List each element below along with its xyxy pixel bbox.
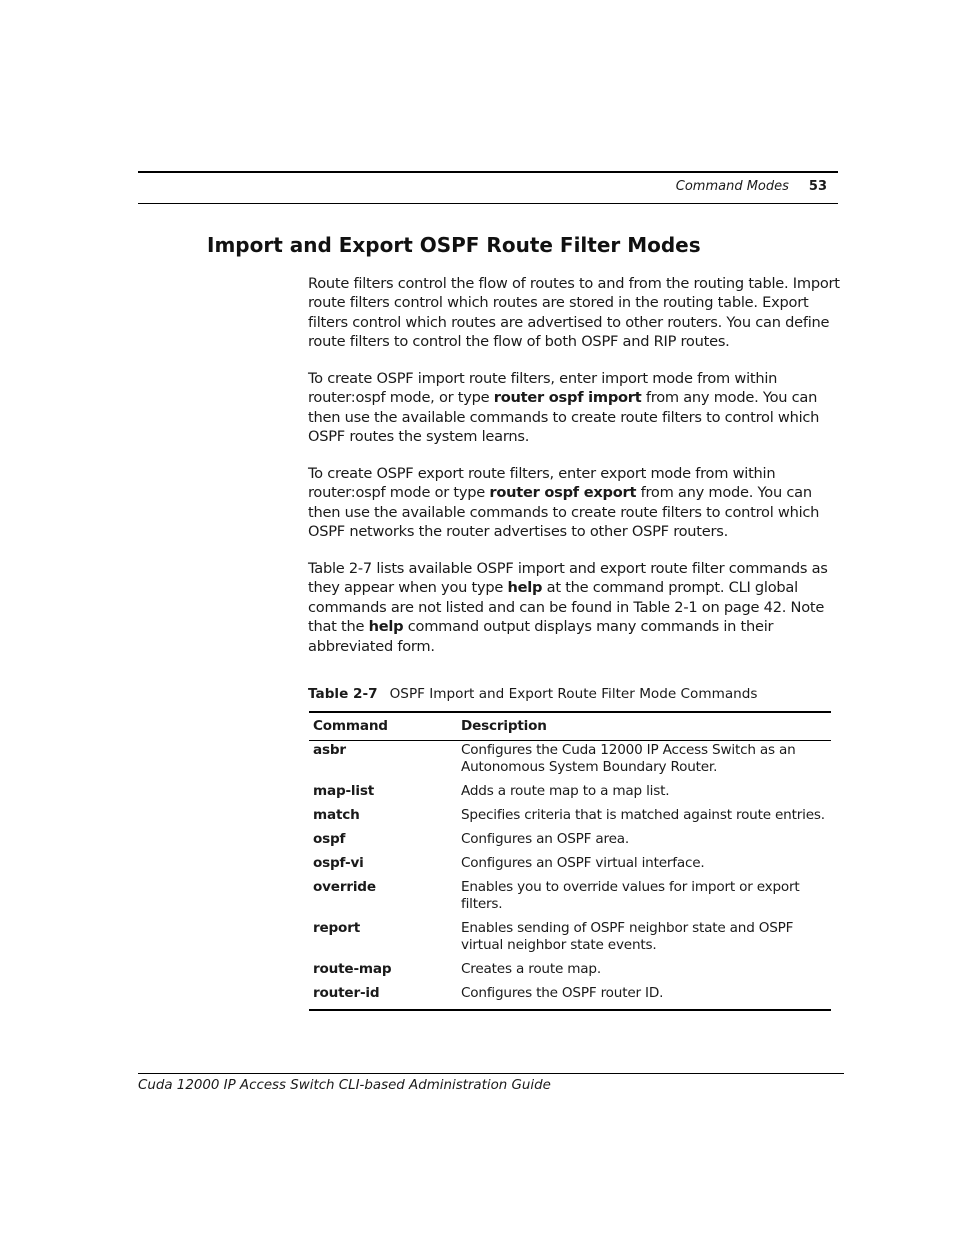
command-description: Enables sending of OSPF neighbor state and OSPF virtual neighbor state events. (461, 920, 794, 953)
paragraph-route-filters (308, 274, 843, 352)
command-name: router-id (313, 985, 380, 1001)
command-keyword: router ospf export (489, 484, 637, 502)
command-name: map-list (313, 783, 375, 799)
table-row (309, 920, 831, 961)
command-keyword: router ospf import (493, 389, 642, 407)
command-description: Configures the OSPF router ID. (461, 985, 664, 1001)
page-number: 53 (808, 179, 827, 194)
section-title: Import and Export OSPF Route Filter Modes (207, 233, 701, 257)
command-keyword: help (368, 618, 404, 636)
header-section-title: Command Modes (675, 179, 789, 194)
table-row (309, 831, 831, 855)
commands-table (309, 711, 831, 1011)
command-description: Creates a route map. (461, 961, 601, 977)
column-header-command: Command (309, 712, 457, 741)
command-name: ospf (313, 831, 346, 847)
text-run: from any mode. You can then use the available commands to create route filters to control which OSPF routes the system learns. (308, 389, 820, 446)
table-row (309, 855, 831, 879)
paragraph-table-intro (308, 559, 843, 656)
footer-guide-title: Cuda 12000 IP Access Switch CLI-based Administration Guide (138, 1078, 551, 1093)
paragraph-export-filters (308, 464, 843, 542)
text-run: at the command prompt. CLI global commands are not listed and can be found in Table 2-1 on page 42. Note that the (308, 579, 825, 636)
table-body (309, 741, 831, 1011)
header-rule-bottom (138, 203, 838, 204)
text-run: from any mode. You can then use the available commands to create route filters to control which OSPF networks the router advertises to other OSPF routers. (308, 484, 820, 541)
column-header-description: Description (457, 712, 831, 741)
table-row (309, 985, 831, 1010)
text-run: Route filters control the flow of routes to and from the routing table. Import route filters control which routes are stored in the routing table. Export filters control which routes are advertised to other routers. You can define route filters to control the flow of both OSPF and RIP routes. (308, 275, 840, 351)
text-run: Table 2-7 lists available OSPF import and export route filter commands as they appear when you type (308, 560, 828, 597)
table-row (309, 807, 831, 831)
command-name: asbr (313, 742, 346, 758)
footer-rule (138, 1073, 844, 1074)
table-row (309, 741, 831, 784)
text-run: To create OSPF import route filters, enter import mode from within router:ospf mode, or type (308, 370, 778, 407)
command-description: Configures the Cuda 12000 IP Access Switch as an Autonomous System Boundary Router. (461, 742, 796, 775)
command-name: ospf-vi (313, 855, 364, 871)
running-header (138, 176, 827, 198)
table-header-row (309, 712, 831, 741)
command-keyword: help (507, 579, 543, 597)
text-run: command output displays many commands in their abbreviated form. (308, 618, 774, 655)
command-name: match (313, 807, 360, 823)
table-caption-text: OSPF Import and Export Route Filter Mode Commands (389, 686, 758, 702)
command-description: Enables you to override values for import or export filters. (461, 879, 800, 912)
command-description: Specifies criteria that is matched against route entries. (461, 807, 825, 823)
paragraph-import-filters (308, 369, 843, 447)
command-name: route-map (313, 961, 392, 977)
command-description: Configures an OSPF area. (461, 831, 630, 847)
table-row (309, 961, 831, 985)
header-rule-top (138, 171, 838, 173)
command-description: Configures an OSPF virtual interface. (461, 855, 705, 871)
command-description: Adds a route map to a map list. (461, 783, 670, 799)
table-caption (308, 684, 758, 704)
command-name: report (313, 920, 360, 936)
command-name: override (313, 879, 376, 895)
text-run: To create OSPF export route filters, enter export mode from within router:ospf mode or type (308, 465, 776, 502)
table-row (309, 879, 831, 920)
table-row (309, 783, 831, 807)
table-caption-label: Table 2-7 (308, 686, 378, 702)
